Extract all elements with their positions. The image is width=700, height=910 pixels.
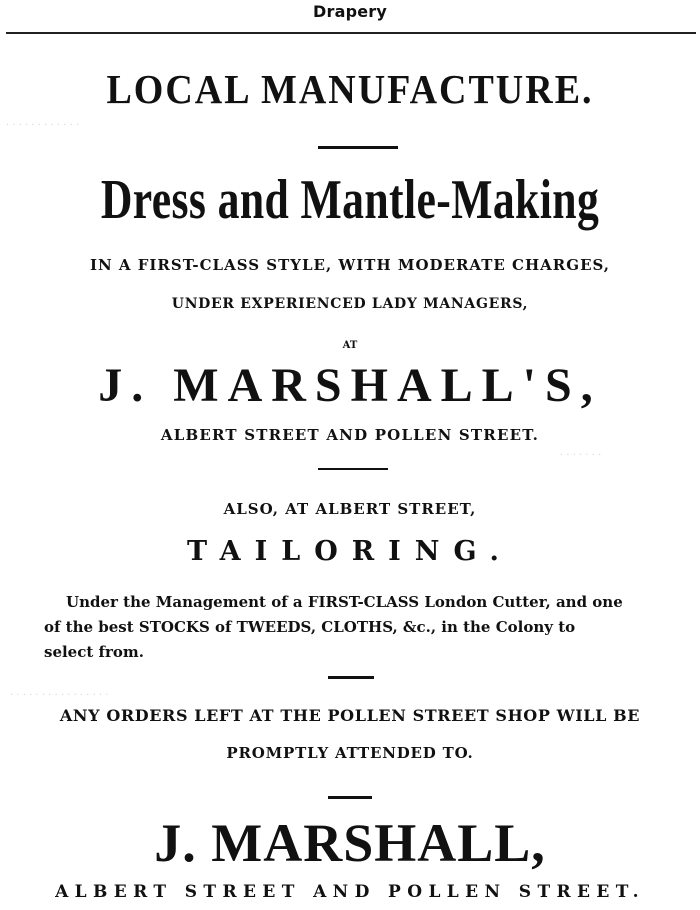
bleed-through-text: · · · · · · · · · · · · · · · · — [10, 690, 109, 701]
description-line: of the best STOCKS of TWEEDS, CLOTHS, &c., in the Colony to — [44, 618, 576, 636]
header-rule — [6, 32, 696, 34]
headline: LOCAL MANUFACTURE. — [106, 67, 594, 113]
orders-line-1: ANY ORDERS LEFT AT THE POLLEN STREET SHOP WILL BE — [59, 706, 641, 725]
divider-rule — [318, 146, 398, 149]
dress-heading: Dress and Mantle-Making — [100, 169, 600, 231]
divider-rule — [318, 468, 388, 470]
style-line: IN A FIRST-CLASS STYLE, WITH MODERATE CHARGES, — [89, 256, 611, 274]
address-line-1: ALBERT STREET AND POLLEN STREET. — [160, 426, 540, 444]
managers-line: UNDER EXPERIENCED LADY MANAGERS, — [171, 296, 529, 312]
description-line: Under the Management of a FIRST-CLASS London Cutter, and one — [66, 593, 623, 611]
also-line: ALSO, AT ALBERT STREET, — [223, 500, 477, 518]
orders-line-2: PROMPTLY ATTENDED TO. — [226, 744, 474, 762]
at-word: AT — [342, 340, 358, 351]
tailoring-heading: TAILORING. — [187, 536, 513, 567]
shop-name: J. MARSHALL'S, — [98, 359, 602, 412]
address-line-2: ALBERT STREET AND POLLEN STREET. — [55, 882, 645, 902]
bleed-through-text: · · · · · · · — [560, 450, 602, 461]
description-line: select from. — [44, 643, 144, 661]
tailoring-description — [44, 590, 664, 665]
divider-rule — [328, 796, 372, 799]
proprietor-name: J. MARSHALL, — [154, 813, 546, 873]
section-label: Drapery — [313, 2, 387, 21]
divider-rule — [328, 676, 374, 679]
bleed-through-text: · · · · · · · · · · · · — [6, 120, 80, 131]
